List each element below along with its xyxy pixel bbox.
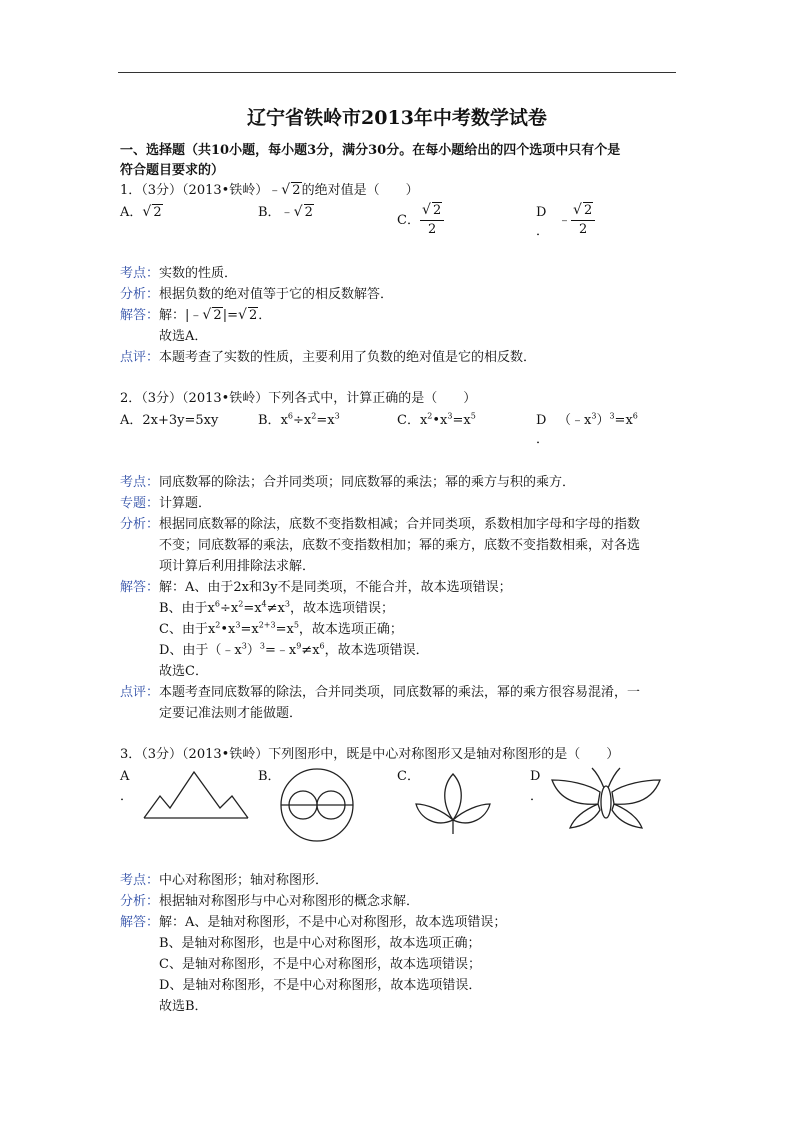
q2-jieda-d: D、由于$(﹣x^3)^3=﹣x^9\ne x^6$，故本选项错误． [159,641,429,658]
q1-option-d-dot: ． [536,224,550,239]
page-title: 辽宁省铁岭市2013年中考数学试卷 [247,107,547,129]
header-rule [118,72,676,73]
lotus-center-petal [445,774,462,820]
q1-option-c: C． √ $\frac{2}{2}$ [397,203,444,238]
lotus-right-petal [453,804,490,823]
double-circle-figure [278,766,356,844]
q2-option-d-dot: ． [536,432,550,447]
section-heading-line2: 符合题目要求的） [120,163,225,178]
q2-option-a: A．2x+3y=5xy [120,413,219,428]
q1-jieda-conclusion: 故选A． [159,329,208,344]
q1-dianping: 点评：本题考查了实数的性质，主要利用了负数的绝对值是它的相反数． [120,350,537,365]
q2-fenxi: 分析：根据同底数幂的除法，底数不变指数相减；合并同类项，系数相加字母和字母的指数 [120,517,641,532]
butterfly-left-lower-wing [570,804,600,828]
q2-jieda: 解答：解：A、由于2x和3y不是同类项，不能合并，故本选项错误； [120,580,512,595]
butterfly-left-upper-wing [552,780,600,804]
q3-kaodian: 考点：中心对称图形；轴对称图形． [120,873,329,888]
sqrt-symbol: √ 2 [202,306,222,326]
lotus-left-petal [416,804,453,823]
q2-zhuanti: 专题：计算题． [120,496,212,511]
q1-option-b: B．﹣√ 2 [258,203,314,223]
q3-option-a-label: A [120,769,130,784]
q2-dianping-line2: 定要记准法则才能做题． [159,706,303,721]
q2-option-b: B．$x^6\div x^2=x^3$ [258,411,340,428]
butterfly-right-antenna [608,768,620,788]
q2-kaodian: 考点：同底数幂的除法；合并同类项；同底数幂的乘法；幂的乘方与积的乘方． [120,475,576,490]
fraction: √ $\frac{2}{2}$ [420,203,444,238]
q2-fenxi-line3: 项计算后利用排除法求解． [159,559,316,574]
q2-option-d-label: D [536,413,547,428]
q3-jieda: 解答：解：A、是轴对称图形，不是中心对称图形，故本选项错误； [120,915,507,930]
q1-jieda: 解答：解：|﹣√ 2|=√ 2． [120,306,271,326]
butterfly-body [601,786,611,818]
butterfly-figure [548,766,664,832]
q2-option-d: $(﹣x^3)^3=x^6$ [558,411,638,428]
q3-option-b-label: B． [258,769,281,784]
mountains-figure [140,768,252,822]
q2-fenxi-line2: 不变；同底数幂的乘法，底数不变指数相加；幂的乘方，底数不变指数相乘，对各选 [159,538,641,553]
fraction: √ $\frac{2}{2}$ [571,203,595,238]
q1-option-d-label: D [536,205,547,220]
butterfly-right-upper-wing [612,780,660,804]
sqrt-symbol: √ 2 [573,203,593,219]
butterfly-right-lower-wing [612,804,642,828]
q3-option-a-dot: ． [120,789,134,804]
q2-dianping: 点评：本题考查同底数幂的除法，合并同类项，同底数幂的乘法，幂的乘方很容易混淆，一 [120,685,641,700]
butterfly-left-antenna [592,768,604,788]
mountain-outline [144,772,248,818]
q3-stem: 3．（3分）（2013•铁岭）下列图形中，既是中心对称图形又是轴对称图形的是（ ） [120,747,620,762]
q2-jieda-b: B、由于$x^6\div x^2=x^4\ne x^3$，故本选项错误； [159,599,394,616]
section-heading-line1: 一、选择题（共10小题，每小题3分，满分30分。在每小题给出的四个选项中只有个是 [120,143,621,158]
q2-jieda-conclusion: 故选C． [159,664,208,679]
q3-option-d-label: D [530,769,541,784]
q1-option-d: ﹣ √ $\frac{2}{2}$ [558,203,595,238]
q1-kaodian: 考点：实数的性质． [120,266,238,281]
q3-jieda-c: C、是轴对称图形，不是中心对称图形，故本选项错误； [159,957,481,972]
lotus-figure [412,772,494,836]
sqrt-symbol: √ 2 [142,203,162,223]
q3-fenxi: 分析：根据轴对称图形与中心对称图形的概念求解． [120,894,420,909]
q1-option-a: A．√ 2 [120,203,163,223]
q3-jieda-conclusion: 故选B． [159,999,208,1014]
q3-jieda-b: B、是轴对称图形，也是中心对称图形，故本选项正确； [159,936,481,951]
sqrt-symbol: √ 2 [281,181,301,201]
q2-jieda-c: C、由于$x^2•x^3=x^{2+3}=x^5$，故本选项正确； [159,620,403,637]
q2-stem: 2．（3分）（2013•铁岭）下列各式中，计算正确的是（ ） [120,391,477,406]
q3-option-d-dot: ． [530,789,544,804]
q3-option-c-label: C． [397,769,420,784]
q2-option-c: C．$x^2•x^3=x^5$ [397,411,476,428]
q3-jieda-d: D、是轴对称图形，不是中心对称图形，故本选项错误． [159,978,482,993]
q1-stem: 1．（3分）（2013•铁岭）﹣√ 2的绝对值是（ ） [120,181,419,201]
sqrt-symbol: √ 2 [422,203,442,219]
q1-fenxi: 分析：根据负数的绝对值等于它的相反数解答． [120,287,394,302]
sqrt-symbol: √ 2 [294,203,314,223]
sqrt-symbol: √ 2 [238,306,258,326]
